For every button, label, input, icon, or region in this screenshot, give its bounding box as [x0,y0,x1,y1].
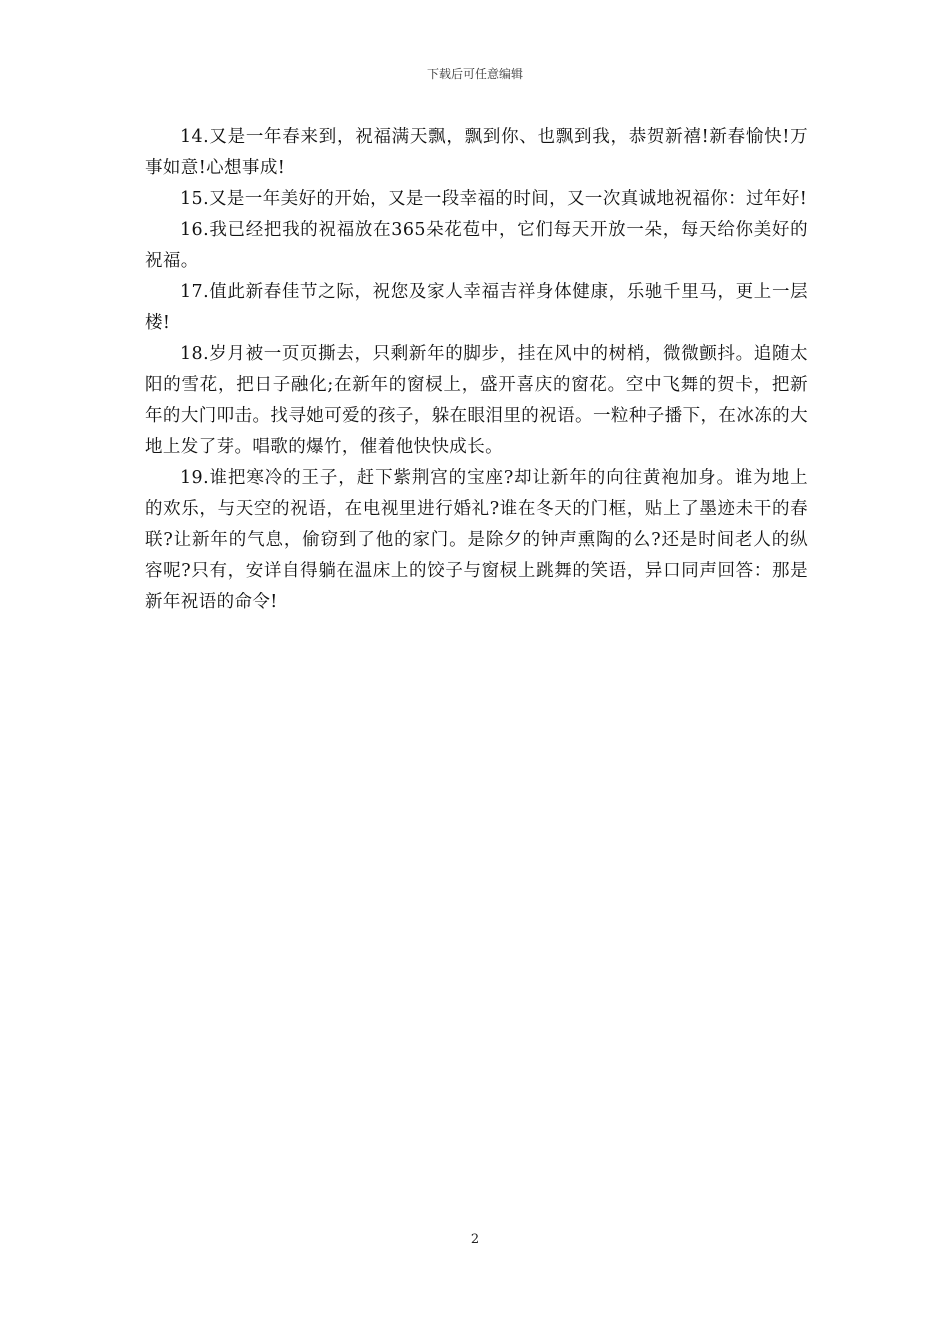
paragraph-14: 14.又是一年春来到，祝福满天飘，飘到你、也飘到我，恭贺新禧!新春愉快!万事如意!心想事成! [145,127,808,178]
document-body [145,122,808,618]
paragraph-19: 19.谁把寒冷的王子，赶下紫荆宫的宝座?却让新年的向往黄袍加身。谁为地上的欢乐，与天空的祝语，在电视里进行婚礼?谁在冬天的门框，贴上了墨迹未干的春联?让新年的气息，偷窃到了他的家门。是除夕的钟声熏陶的么?还是时间老人的纵容呢?只有，安详自得躺在温床上的饺子与窗棂上跳舞的笑语，异口同声回答：那是新年祝语的命令! [145,468,808,612]
paragraph-18: 18.岁月被一页页撕去，只剩新年的脚步，挂在风中的树梢，微微颤抖。追随太阳的雪花，把日子融化;在新年的窗棂上，盛开喜庆的窗花。空中飞舞的贺卡，把新年的大门叩击。找寻她可爱的孩子，躲在眼泪里的祝语。一粒种子播下，在冰冻的大地上发了芽。唱歌的爆竹，催着他快快成长。 [145,344,808,457]
paragraph-16: 16.我已经把我的祝福放在365朵花苞中，它们每天开放一朵，每天给你美好的祝福。 [145,220,808,271]
paragraph-15: 15.又是一年美好的开始，又是一段幸福的时间，又一次真诚地祝福你：过年好! [180,189,808,209]
paragraph-17: 17.值此新春佳节之际，祝您及家人幸福吉祥身体健康，乐驰千里马，更上一层楼! [145,282,808,333]
page-number: 2 [470,1232,480,1247]
page-header: 下载后可任意编辑 [426,67,523,81]
